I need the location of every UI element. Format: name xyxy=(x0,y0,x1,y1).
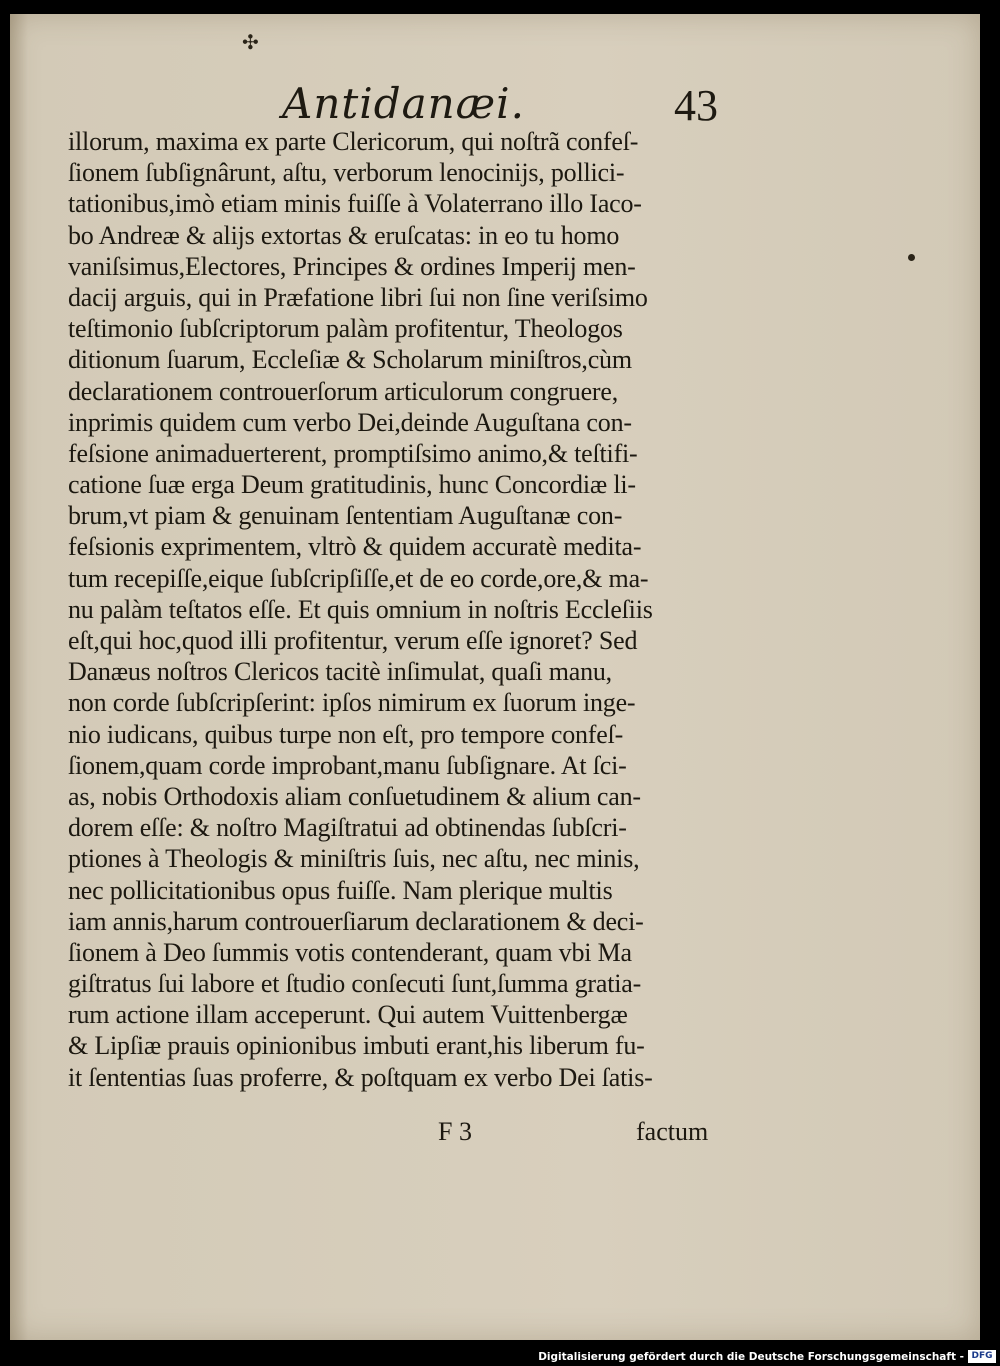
body-text xyxy=(68,126,728,1093)
text-line: dacij arguis, qui in Præfatione libri ſui non ſine veriſsimo xyxy=(68,282,648,312)
text-line: declarationem controuerſorum articulorum congruere, xyxy=(68,376,619,406)
text-line: eſt,qui hoc,quod illi profitentur, verum eſſe ignoret? Sed xyxy=(68,626,638,655)
text-line: ptiones à Theologis & miniſtris ſuis, nec aſtu, nec minis, xyxy=(68,844,640,874)
text-line: nio iudicans, quibus turpe non eſt, pro tempore confeſ- xyxy=(68,719,624,749)
text-line: teſtimonio ſubſcriptorum palàm profitentur, Theologos xyxy=(68,314,623,344)
text-line: Danæus noſtros Clericos tacitè inſimulat, quaſi manu, xyxy=(68,657,612,687)
text-line: ſionem,quam corde improbant,manu ſubſignare. At ſci- xyxy=(68,750,627,780)
running-title: Antidanæi. xyxy=(282,79,525,128)
credit-text: Digitalisierung gefördert durch die Deutsche Forschungsgemeinschaft - xyxy=(538,1351,964,1363)
text-line: dorem eſſe: & noſtro Magiſtratui ad obtinendas ſubſcri- xyxy=(68,813,627,843)
text-line: nu palàm teſtatos eſſe. Et quis omnium in noſtris Eccleſiis xyxy=(68,594,653,624)
printer-ornament-icon: ✣ xyxy=(242,30,259,54)
text-line: non corde ſubſcripſerint: ipſos nimirum ex ſuorum inge- xyxy=(68,688,636,718)
text-line: & Lipſiæ prauis opinionibus imbuti erant,his liberum fu- xyxy=(68,1031,645,1061)
text-line: feſsionis exprimentem, vltrò & quidem accuratè medita- xyxy=(68,532,642,562)
text-line: ſionem ſubſignârunt, aſtu, verborum lenocinijs, pollici- xyxy=(68,158,625,188)
text-line: brum,vt piam & genuinam ſententiam Auguſtanæ con- xyxy=(68,501,623,531)
text-line: vaniſsimus,Electores, Principes & ordines Imperij men- xyxy=(68,251,636,281)
text-line: as, nobis Orthodoxis aliam conſuetudinem & alium can- xyxy=(68,781,641,811)
text-line: rum actione illam acceperunt. Qui autem Vuittenbergæ xyxy=(68,1000,628,1030)
book-page xyxy=(10,14,980,1340)
dfg-logo: DFG xyxy=(968,1350,996,1363)
text-line: tationibus,imò etiam minis fuiſſe à Volaterrano illo Iaco- xyxy=(68,189,642,219)
text-line: it ſententias ſuas proferre, & poſtquam ex verbo Dei ſatis- xyxy=(68,1062,653,1092)
text-line: giſtratus ſui labore et ſtudio conſecuti ſunt,ſumma gratia- xyxy=(68,969,642,999)
text-line: illorum, maxima ex parte Clericorum, qui noſtrã confeſ- xyxy=(68,127,639,156)
signature-mark: F 3 xyxy=(438,1117,472,1146)
text-line: bo Andreæ & alijs extortas & eruſcatas: in eo tu homo xyxy=(68,220,620,250)
ink-spot xyxy=(908,254,915,261)
text-line: tum recepiſſe,eique ſubſcripſiſſe,et de eo corde,ore,& ma- xyxy=(68,563,649,593)
text-line: iam annis,harum controuerſiarum declarationem & deci- xyxy=(68,906,644,936)
catchword: factum xyxy=(636,1117,709,1146)
text-line: ditionum ſuarum, Eccleſiæ & Scholarum miniſtros,cùm xyxy=(68,345,632,375)
text-line: inprimis quidem cum verbo Dei,deinde Auguſtana con- xyxy=(68,407,632,437)
text-line: catione ſuæ erga Deum gratitudinis, hunc Concordiæ li- xyxy=(68,470,636,500)
page-number: 43 xyxy=(674,81,718,130)
text-line: ſionem à Deo ſummis votis contenderant, quam vbi Ma xyxy=(68,937,632,967)
text-line: feſsione animaduerterent, promptiſsimo animo,& teſtifi- xyxy=(68,438,638,468)
text-line: nec pollicitationibus opus fuiſſe. Nam plerique multis xyxy=(68,875,613,905)
